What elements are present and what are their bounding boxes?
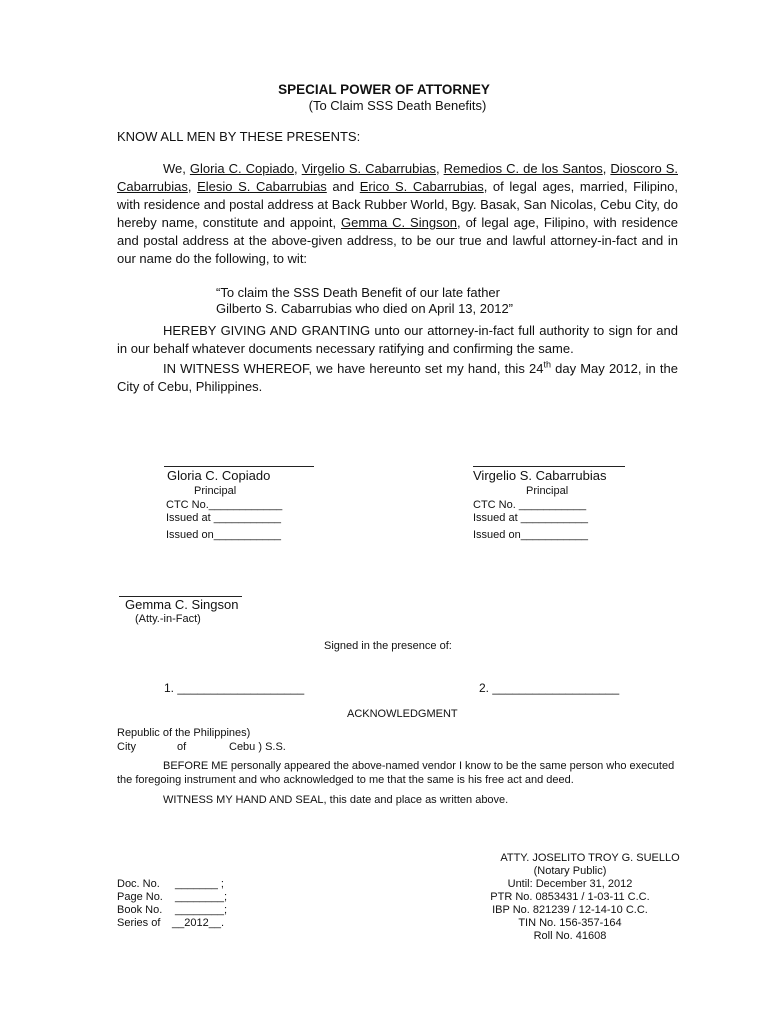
page-no-label: Page No.: [117, 891, 163, 903]
notary-roll: Roll No. 41608: [533, 930, 607, 942]
signatory-name: Virgelio S. Cabarrubias: [473, 468, 607, 483]
quote-line-1: “To claim the SSS Death Benefit of our late father: [216, 285, 500, 300]
ctc-field: CTC No.____________: [166, 499, 283, 511]
witness-2-line: 2. ___________________: [479, 681, 620, 695]
ctc-field: CTC No. ___________: [473, 499, 587, 511]
acknowledgment-title: ACKNOWLEDGMENT: [347, 708, 458, 720]
quote-line-2: Gilberto S. Cabarrubias who died on April 13, 2012”: [216, 301, 514, 316]
notary-commission-until: Until: December 31, 2012: [507, 878, 633, 890]
principal-name: Gloria C. Copiado: [189, 161, 295, 176]
signed-presence-label: Signed in the presence of:: [324, 640, 452, 652]
notary-ibp: IBP No. 821239 / 12-14-10 C.C.: [492, 904, 648, 916]
witness-1-line: 1. ___________________: [164, 681, 305, 695]
series-value: __2012__.: [172, 917, 224, 929]
document-subtitle: (To Claim SSS Death Benefits): [308, 98, 487, 113]
principal-name: Virgelio S. Cabarrubias: [301, 161, 436, 176]
notary-ptr: PTR No. 0853431 / 1-03-11 C.C.: [490, 891, 650, 903]
witness-whereof-paragraph: IN WITNESS WHEREOF, we have hereunto set my hand, this 24th day May 2012, in the City of Cebu, Philippines.: [117, 359, 678, 394]
principal-name: Elesio S. Cabarrubias: [197, 179, 327, 194]
opening-line: KNOW ALL MEN BY THESE PRESENTS:: [117, 129, 361, 144]
signatory-role: Principal: [194, 485, 237, 497]
principal-name: Erico S. Cabarrubias: [359, 179, 484, 194]
issued-at-field: Issued at ___________: [166, 512, 281, 524]
appointment-paragraph: We, Gloria C. Copiado, Virgelio S. Cabarrubias, Remedios C. de los Santos, Dioscoro S. Cabarrubias, Elesio S. Cabarrubias and Erico S. Cabarrubias, of legal ages, married, Filipino, with residence and postal address at Back Rubber World, Bgy. Basak, San Nicolas, Cebu City, do hereby name, constitute and appoint, Gemma C. Singson, of legal age, Filipino, with residence and postal address at the above-given address, to be our true and lawful attorney-in-fact and in our name do the following, to wit:: [117, 161, 678, 266]
venue-republic: Republic of the Philippines): [117, 727, 251, 739]
principal-name: Dioscoro S. Cabarrubias: [117, 161, 678, 194]
principal-name: Remedios C. de los Santos: [443, 161, 603, 176]
issued-at-field: Issued at ___________: [473, 512, 588, 524]
book-no-label: Book No.: [117, 904, 163, 916]
issued-on-field: Issued on___________: [473, 529, 588, 541]
granting-paragraph: HEREBY GIVING AND GRANTING unto our attorney-in-fact full authority to sign for and in our behalf whatever documents necessary ratifying and confirming the same.: [117, 323, 678, 356]
acknowledgment-paragraph: BEFORE ME personally appeared the above-named vendor I know to be the same person who executed the foregoing instrument and who acknowledged to me that the same is his free act and deed.: [117, 760, 675, 786]
page-no-value: ________;: [175, 891, 227, 903]
venue-cebu-label: Cebu ) S.S.: [229, 741, 286, 753]
attorney-signatory-name: Gemma C. Singson: [125, 597, 239, 612]
doc-no-value: _______ ;: [175, 878, 224, 890]
witness-hand-seal: WITNESS MY HAND AND SEAL, this date and place as written above.: [163, 794, 509, 806]
document-title: SPECIAL POWER OF ATTORNEY: [278, 82, 490, 97]
notary-title: (Notary Public): [533, 865, 607, 877]
issued-on-field: Issued on___________: [166, 529, 281, 541]
doc-no-label: Doc. No.: [117, 878, 160, 890]
attorney-name: Gemma C. Singson: [341, 215, 458, 230]
signatory-name: Gloria C. Copiado: [167, 468, 271, 483]
attorney-signatory-role: (Atty.-in-Fact): [135, 613, 201, 625]
notary-tin: TIN No. 156-357-164: [518, 917, 622, 929]
book-no-value: ________;: [175, 904, 227, 916]
signatory-role: Principal: [526, 485, 569, 497]
venue-of-label: of: [177, 741, 187, 753]
venue-city-label: City: [117, 741, 136, 753]
series-label: Series of: [117, 917, 161, 929]
notary-name: ATTY. JOSELITO TROY G. SUELLO: [500, 852, 680, 864]
